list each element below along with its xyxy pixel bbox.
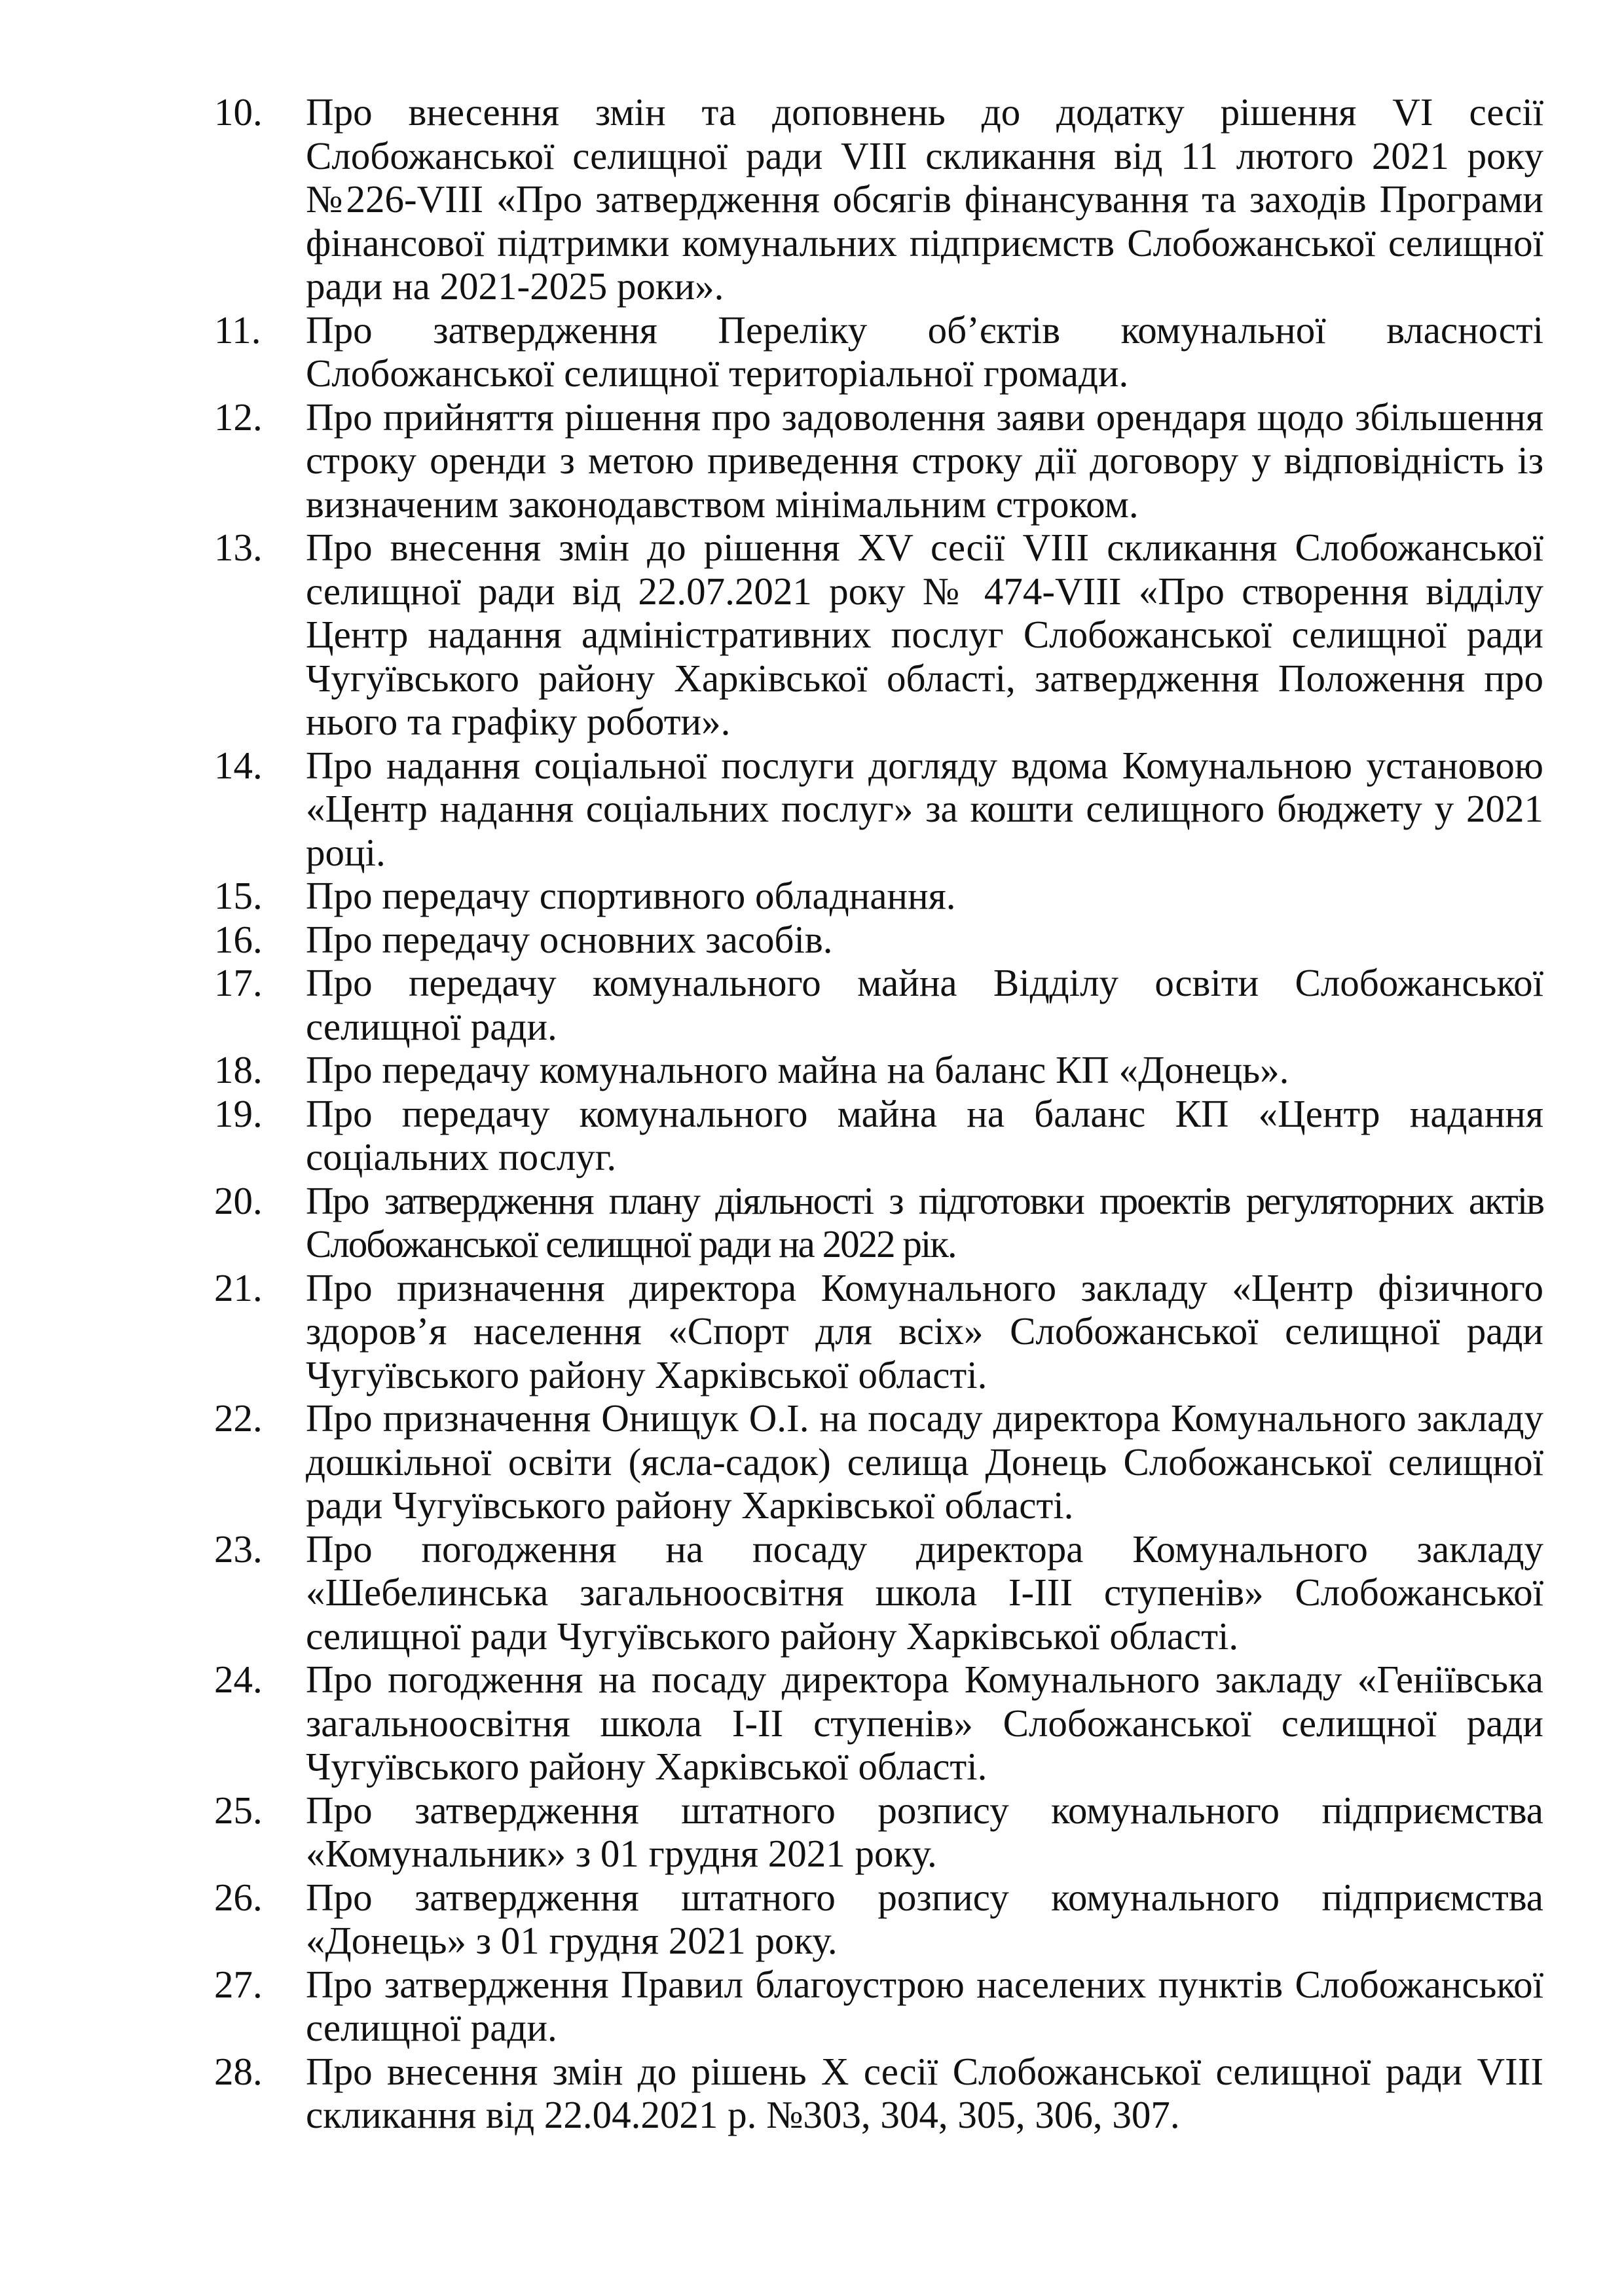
item-number: 23. (214, 1527, 263, 1571)
item-text: Про затвердження штатного розпису комунального підприємства «Донець» з 01 грудня 2021 року. (306, 1875, 1543, 1962)
item-text: Про прийняття рішення про задоволення заяви орендаря щодо збільшення строку оренди з метою приведення строку дії договору у відповідність із визначеним законодавством мінімальним строком. (306, 395, 1543, 526)
item-text: Про передачу основних засобів. (306, 917, 833, 961)
item-number: 25. (214, 1788, 263, 1832)
agenda-item (214, 308, 1543, 395)
item-number: 27. (214, 1962, 263, 2006)
item-text: Про затвердження Переліку об’єктів комунальної власності Слобожанської селищної територіальної громади. (306, 308, 1543, 395)
item-number: 15. (214, 874, 263, 917)
agenda-item (214, 395, 1543, 526)
agenda-item (214, 1876, 1543, 1963)
item-text: Про затвердження плану діяльності з підготовки проектів регуляторних актів Слобожанської селищної ради на 2022 рік. (306, 1178, 1543, 1266)
agenda-item (214, 961, 1543, 1048)
agenda-item (214, 1963, 1543, 2050)
agenda-item (214, 1179, 1543, 1266)
item-number: 21. (214, 1266, 263, 1309)
item-text: Про передачу комунального майна на баланс КП «Донець». (306, 1048, 1289, 1091)
agenda-item (214, 1658, 1543, 1789)
item-text: Про затвердження штатного розпису комунального підприємства «Комунальник» з 01 грудня 2021 року. (306, 1788, 1543, 1875)
item-text: Про внесення змін до рішень X сесії Слобожанської селищної ради VIII скликання від 22.04.2021 р. №303, 304, 305, 306, 307. (306, 2049, 1543, 2136)
agenda-list (214, 90, 1543, 2137)
item-number: 20. (214, 1178, 263, 1222)
agenda-item (214, 1789, 1543, 1876)
agenda-item (214, 874, 1543, 918)
agenda-item (214, 526, 1543, 744)
item-number: 17. (214, 961, 263, 1004)
agenda-item (214, 90, 1543, 308)
agenda-item (214, 744, 1543, 875)
item-number: 12. (214, 395, 263, 439)
item-text: Про призначення Онищук О.І. на посаду директора Комунального закладу дошкільної освіти (ясла-садок) селища Донець Слобожанської селищної ради Чугуївського району Харківської області. (306, 1396, 1543, 1527)
item-text: Про погодження на посаду директора Комунального закладу «Шебелинська загальноосвітня школа І-ІІІ ступенів» Слобожанської селищної ради Чугуївського району Харківської області. (306, 1527, 1543, 1658)
item-number: 24. (214, 1658, 263, 1701)
item-text: Про передачу спортивного обладнання. (306, 874, 956, 917)
item-text: Про передачу комунального майна Відділу освіти Слобожанської селищної ради. (306, 961, 1543, 1048)
agenda-item (214, 1048, 1543, 1092)
agenda-item (214, 918, 1543, 962)
item-text: Про внесення змін до рішення XV сесії VIII скликання Слобожанської селищної ради від 22.07.2021 року № 474-VIII «Про створення відділу Центр надання адміністративних послуг Слобожанської селищної ради Чугуївського району Харківської області, затвердження Положення про нього та графіку роботи». (306, 526, 1543, 743)
agenda-item (214, 1527, 1543, 1658)
item-text: Про передачу комунального майна на баланс КП «Центр надання соціальних послуг. (306, 1091, 1543, 1178)
item-number: 13. (214, 526, 263, 569)
item-number: 28. (214, 2049, 263, 2093)
item-number: 26. (214, 1875, 263, 1919)
item-text: Про надання соціальної послуги догляду вдома Комунальною установою «Центр надання соціальних послуг» за кошти селищного бюджету у 2021 році. (306, 743, 1543, 874)
agenda-item (214, 1092, 1543, 1179)
item-number: 22. (214, 1396, 263, 1440)
agenda-item (214, 2050, 1543, 2137)
item-text: Про внесення змін та доповнень до додатку рішення VI сесії Слобожанської селищної ради VIII скликання від 11 лютого 2021 року №226-VIII «Про затвердження обсягів фінансування та заходів Програми фінансової підтримки комунальних підприємств Слобожанської селищної ради на 2021-2025 роки». (306, 90, 1543, 308)
agenda-item (214, 1266, 1543, 1397)
item-number: 10. (214, 90, 263, 134)
item-text: Про затвердження Правил благоустрою населених пунктів Слобожанської селищної ради. (306, 1962, 1543, 2049)
item-text: Про погодження на посаду директора Комунального закладу «Геніївська загальноосвітня школа І-ІІ ступенів» Слобожанської селищної ради Чугуївського району Харківської області. (306, 1658, 1543, 1788)
item-text: Про призначення директора Комунального закладу «Центр фізичного здоров’я населення «Спорт для всіх» Слобожанської селищної ради Чугуївського району Харківської області. (306, 1266, 1543, 1396)
item-number: 18. (214, 1048, 263, 1091)
item-number: 16. (214, 917, 263, 961)
item-number: 11. (214, 308, 261, 352)
item-number: 14. (214, 743, 263, 787)
agenda-item (214, 1396, 1543, 1527)
item-number: 19. (214, 1091, 263, 1135)
